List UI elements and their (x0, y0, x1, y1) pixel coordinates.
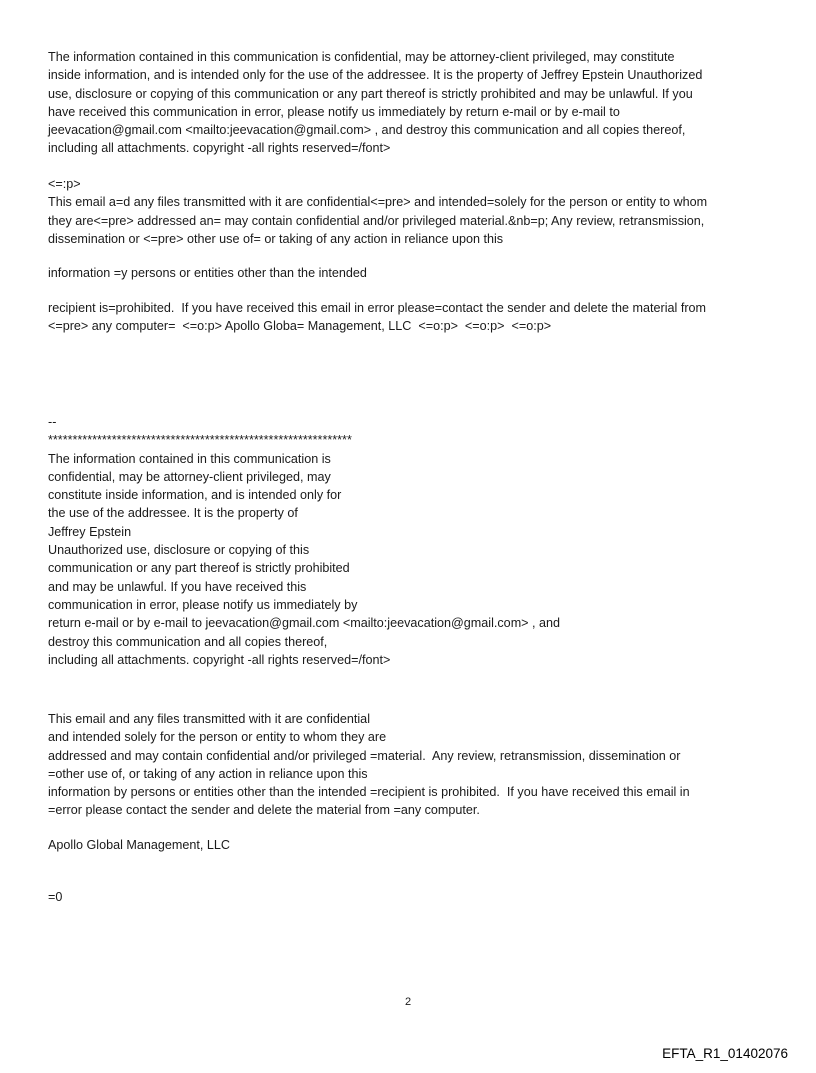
disclaimer-closing-paragraph: recipient is=prohibited. If you have received this email in error please=contact the sender and delete the material from <=pre> any computer= <=o:p> Apollo Globa= Management, LLC <=o:p> <=o:p> <=o:p> (48, 301, 707, 334)
quoted-email-disclaimer: This email and any files transmitted with it are confidential and intended solely for the person or entity to whom they are addressed and may contain confidential and/or privileged =material. Any review, retransmission, dissemination or =other use of, or taking of any action in reliance upon this information by persons or entities other than the intended =recipient is prohibited. If you have received this email in =error please contact the sender and delete the material from =any computer. (48, 712, 690, 818)
encoded-artifact-text: =0 (48, 890, 63, 904)
quoted-confidentiality-notice: -- ************************************************************** The information contained in this communication is confidential, may be attorney-client privileged, may constitute inside information, and is intended only for the use of the addressee. It is the property of Jeffrey Epstein Unauthorized use, disclosure or copying of this communication or any part thereof is strictly prohibited and may be unlawful. If you have received this communication in error, please notify us immediately by return e-mail or by e-mail to jeevacation@gmail.com <mailto:jeevacation@gmail.com> , and destroy this communication and all copies thereof, including all attachments. copyright -all rights reserved=/font> (48, 415, 561, 667)
disclaimer-fragment-line: information =y persons or entities other than the intended (48, 266, 367, 280)
email-disclaimer-paragraph: <=:p> This email a=d any files transmitted with it are confidential<=pre> and intended=solely for the person or entity to whom they are<=pre> addressed an= may contain confidential and/or privileged material.&nb=p; Any review, retransmission, dissemination or <=pre> other use of= or taking of any action in reliance upon this (48, 177, 708, 246)
company-signature: Apollo Global Management, LLC (48, 838, 231, 852)
confidentiality-notice-paragraph: The information contained in this communication is confidential, may be attorney-client privileged, may constitute inside information, and is intended only for the use of the addressee. It is the property of Jeffrey Epstein Unauthorized use, disclosure or copying of this communication or any part thereof is strictly prohibited and may be unlawful. If you have received this communication in error, please notify us immediately by return e-mail or by e-mail to jeevacation@gmail.com <mailto:jeevacation@gmail.com> , and destroy this communication and all copies thereof, including all attachments. copyright -all rights reserved=/font> (48, 50, 703, 156)
bates-number: EFTA_R1_01402076 (662, 1046, 788, 1061)
page-number: 2 (404, 996, 412, 1008)
